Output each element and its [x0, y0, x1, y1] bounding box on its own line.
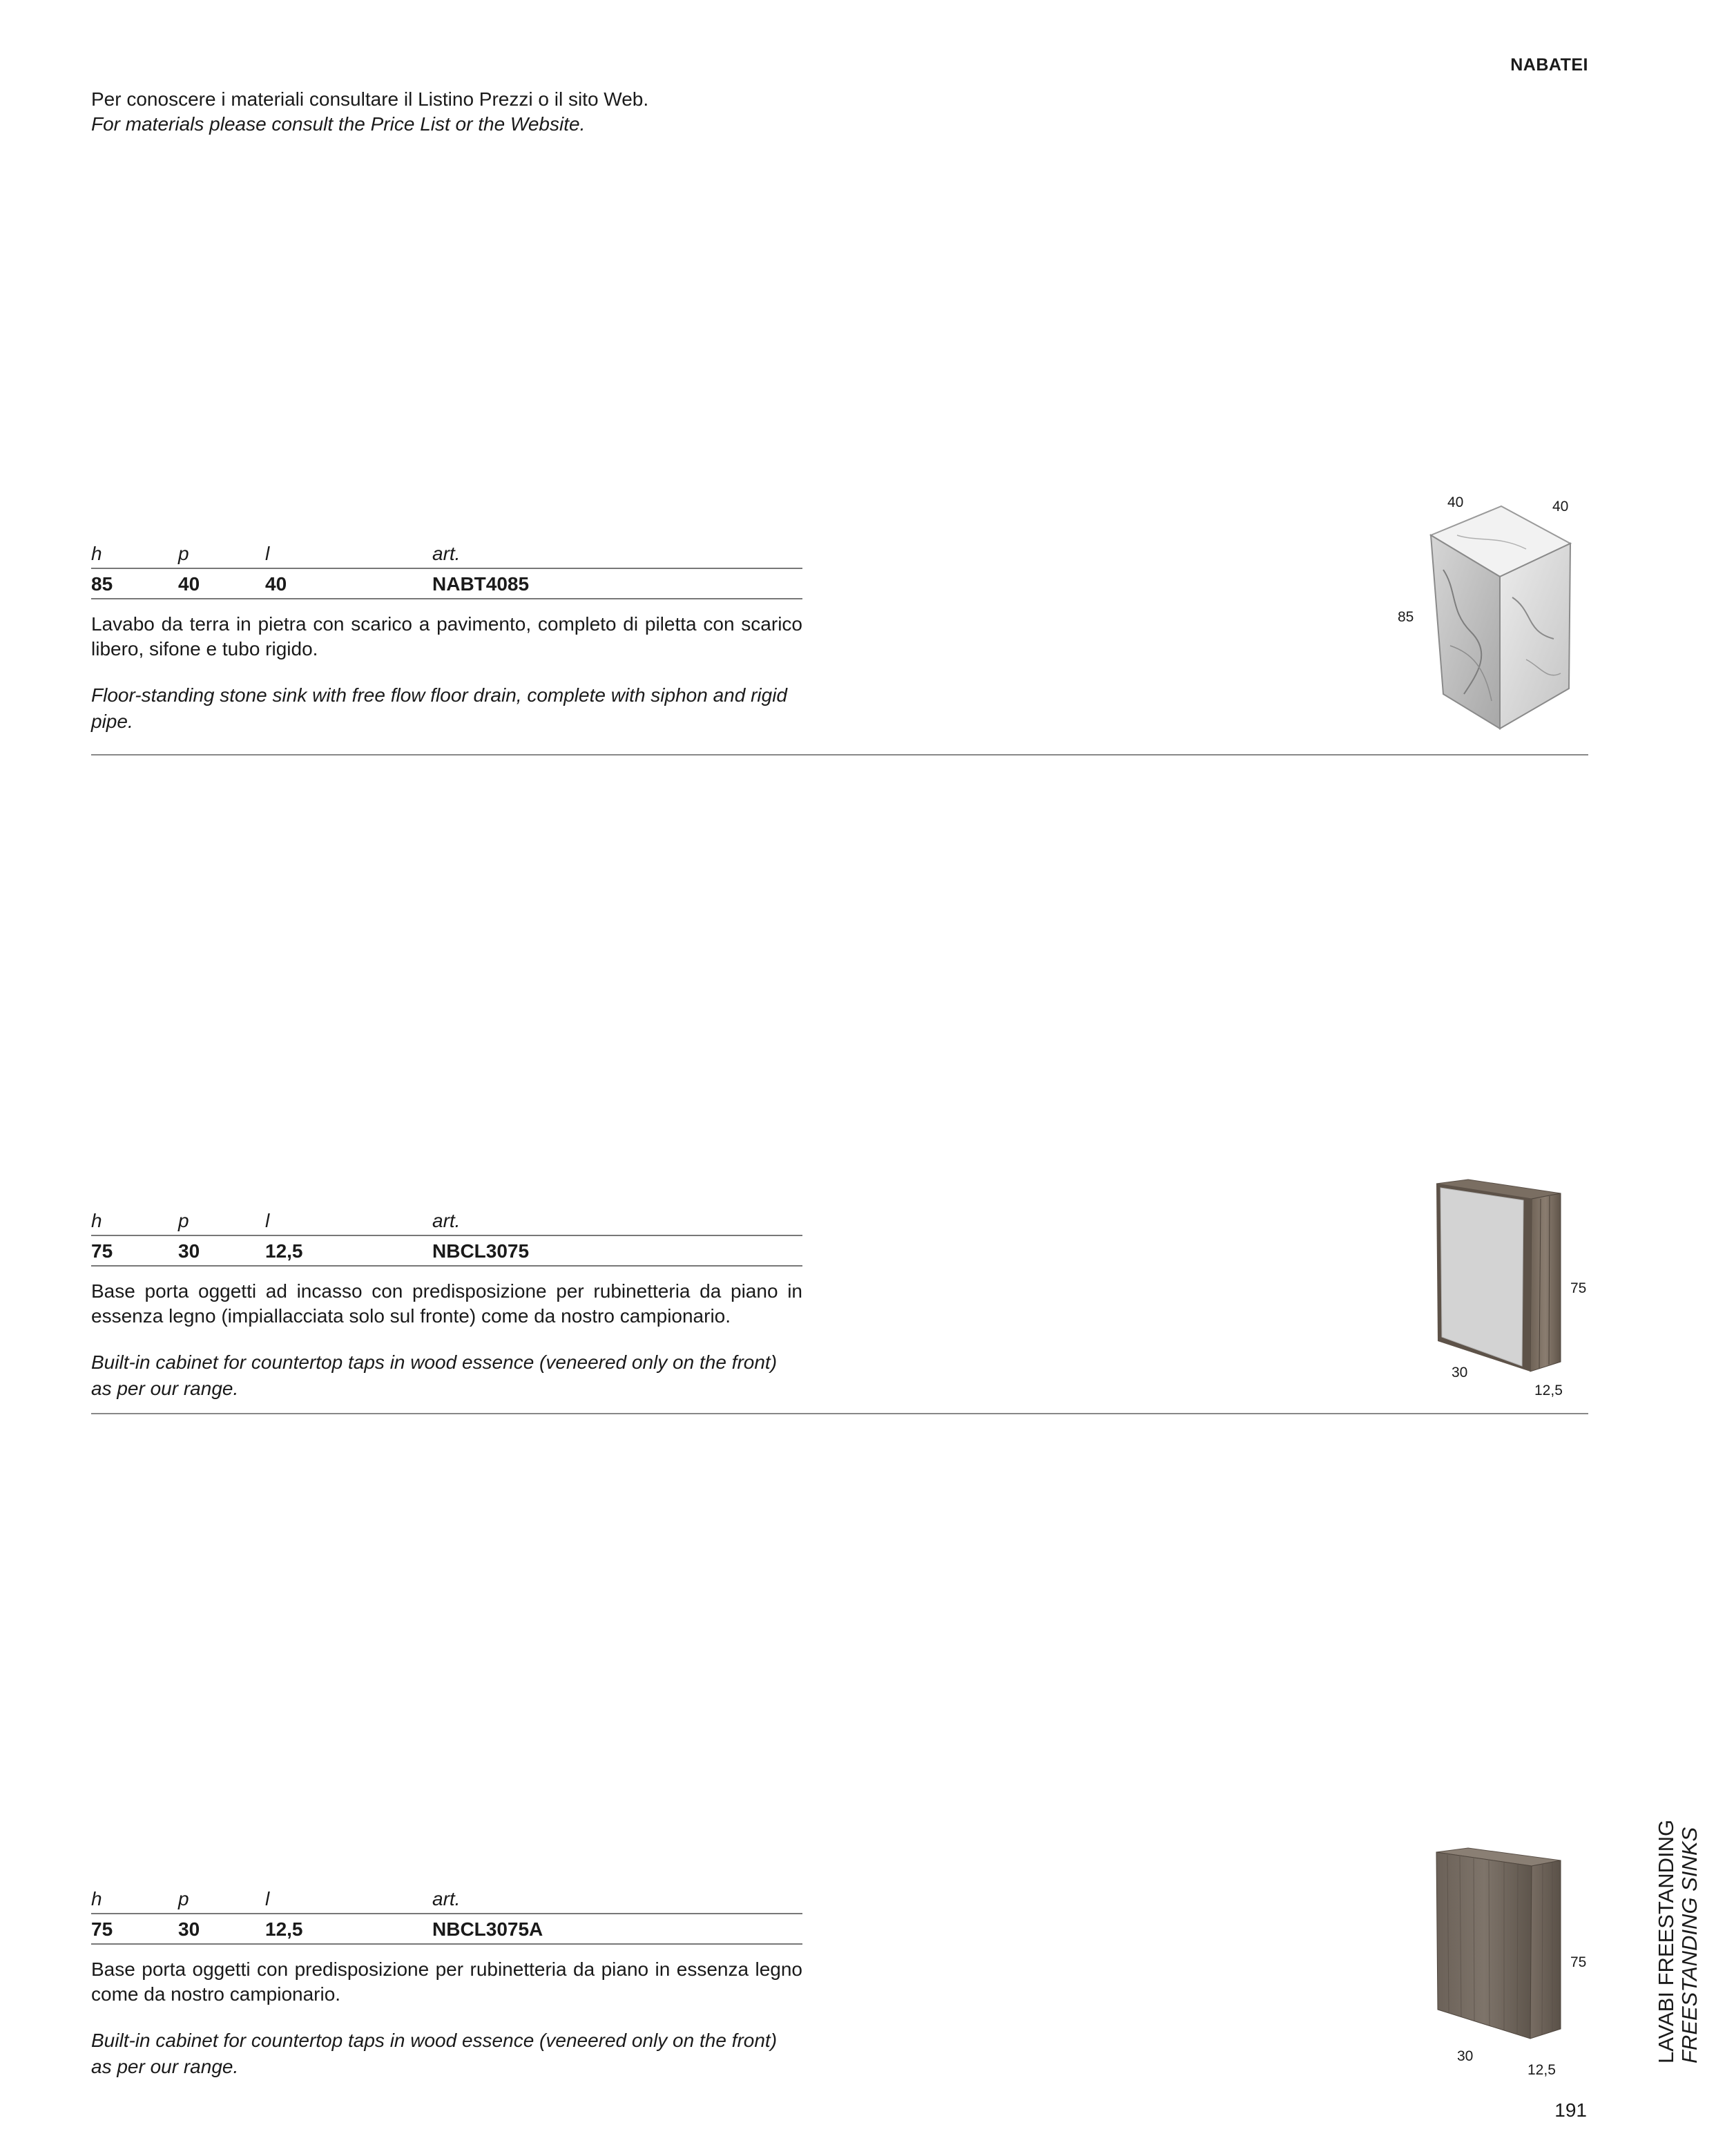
spec-values-row: [91, 1238, 802, 1267]
product-spec-3: [91, 1885, 802, 2080]
intro-text: [91, 87, 648, 137]
marble-sink-image: [1423, 494, 1588, 735]
col-p: p: [178, 543, 189, 564]
col-h: h: [91, 543, 102, 564]
spec-header-row: [91, 1885, 802, 1914]
col-h: h: [91, 1210, 102, 1231]
side-label-english: FREESTANDING SINKS: [1677, 1827, 1702, 2063]
brand-name: NABATEI: [1510, 55, 1588, 75]
dim-depth: 12,5: [1534, 1383, 1563, 1398]
side-label-italian: LAVABI FREESTANDING: [1654, 1819, 1678, 2063]
value-h: 75: [91, 1240, 113, 1262]
col-l: l: [265, 543, 270, 564]
intro-english: For materials please consult the Price List or the Website.: [91, 113, 586, 135]
dim-width: 30: [1452, 1365, 1468, 1380]
dim-height: 85: [1398, 609, 1414, 625]
description-english: Floor-standing stone sink with free flow floor drain, complete with siphon and rigid pipe.: [91, 684, 787, 732]
page-number: 191: [1554, 2099, 1587, 2121]
col-art: art.: [432, 1888, 461, 1909]
value-p: 30: [178, 1240, 200, 1262]
value-h: 75: [91, 1918, 113, 1940]
col-l: l: [265, 1888, 270, 1909]
value-l: 12,5: [265, 1918, 303, 1940]
value-art: NBCL3075A: [432, 1918, 543, 1940]
section-divider: [91, 754, 1588, 755]
spec-header-row: [91, 540, 802, 569]
spec-header-row: [91, 1207, 802, 1236]
cabinet-wood-image: [1427, 1845, 1572, 2046]
value-l: 12,5: [265, 1240, 303, 1262]
description-italian: Base porta oggetti con predisposizione per rubinetteria da piano in essenza legno come da nostro campionario.: [91, 1958, 802, 2005]
section-divider: [91, 1413, 1588, 1414]
value-p: 40: [178, 573, 200, 595]
value-l: 40: [265, 573, 287, 595]
cabinet-white-front-image: [1427, 1178, 1572, 1378]
col-p: p: [178, 1210, 189, 1231]
dim-depth: 12,5: [1528, 2062, 1556, 2078]
product-spec-1: [91, 540, 802, 735]
value-art: NABT4085: [432, 573, 530, 595]
col-p: p: [178, 1888, 189, 1909]
col-l: l: [265, 1210, 270, 1231]
spec-values-row: [91, 1916, 802, 1945]
intro-italian: Per conoscere i materiali consultare il Listino Prezzi o il sito Web.: [91, 88, 649, 110]
description-english: Built-in cabinet for countertop taps in wood essence (veneered only on the front) as per our range.: [91, 1351, 778, 1399]
value-p: 30: [178, 1918, 200, 1940]
value-h: 85: [91, 573, 113, 595]
dim-top-right: 40: [1552, 499, 1569, 514]
dim-width: 30: [1457, 2048, 1474, 2064]
dim-height: 75: [1570, 1954, 1587, 1970]
dim-height: 75: [1570, 1280, 1587, 1296]
col-art: art.: [432, 543, 461, 564]
description-english: Built-in cabinet for countertop taps in wood essence (veneered only on the front) as per our range.: [91, 2030, 778, 2077]
description-italian: Lavabo da terra in pietra con scarico a pavimento, completo di piletta con scarico libero, sifone e tubo rigido.: [91, 613, 802, 660]
dim-top-left: 40: [1447, 494, 1464, 510]
col-h: h: [91, 1888, 102, 1909]
col-art: art.: [432, 1210, 461, 1231]
spec-values-row: [91, 570, 802, 599]
product-spec-2: [91, 1207, 802, 1402]
value-art: NBCL3075: [432, 1240, 530, 1262]
description-italian: Base porta oggetti ad incasso con predisposizione per rubinetteria da piano in essenza legno (impiallacciata solo sul fronte) come da nostro campionario.: [91, 1280, 802, 1327]
side-section-label: [1654, 1819, 1717, 2063]
